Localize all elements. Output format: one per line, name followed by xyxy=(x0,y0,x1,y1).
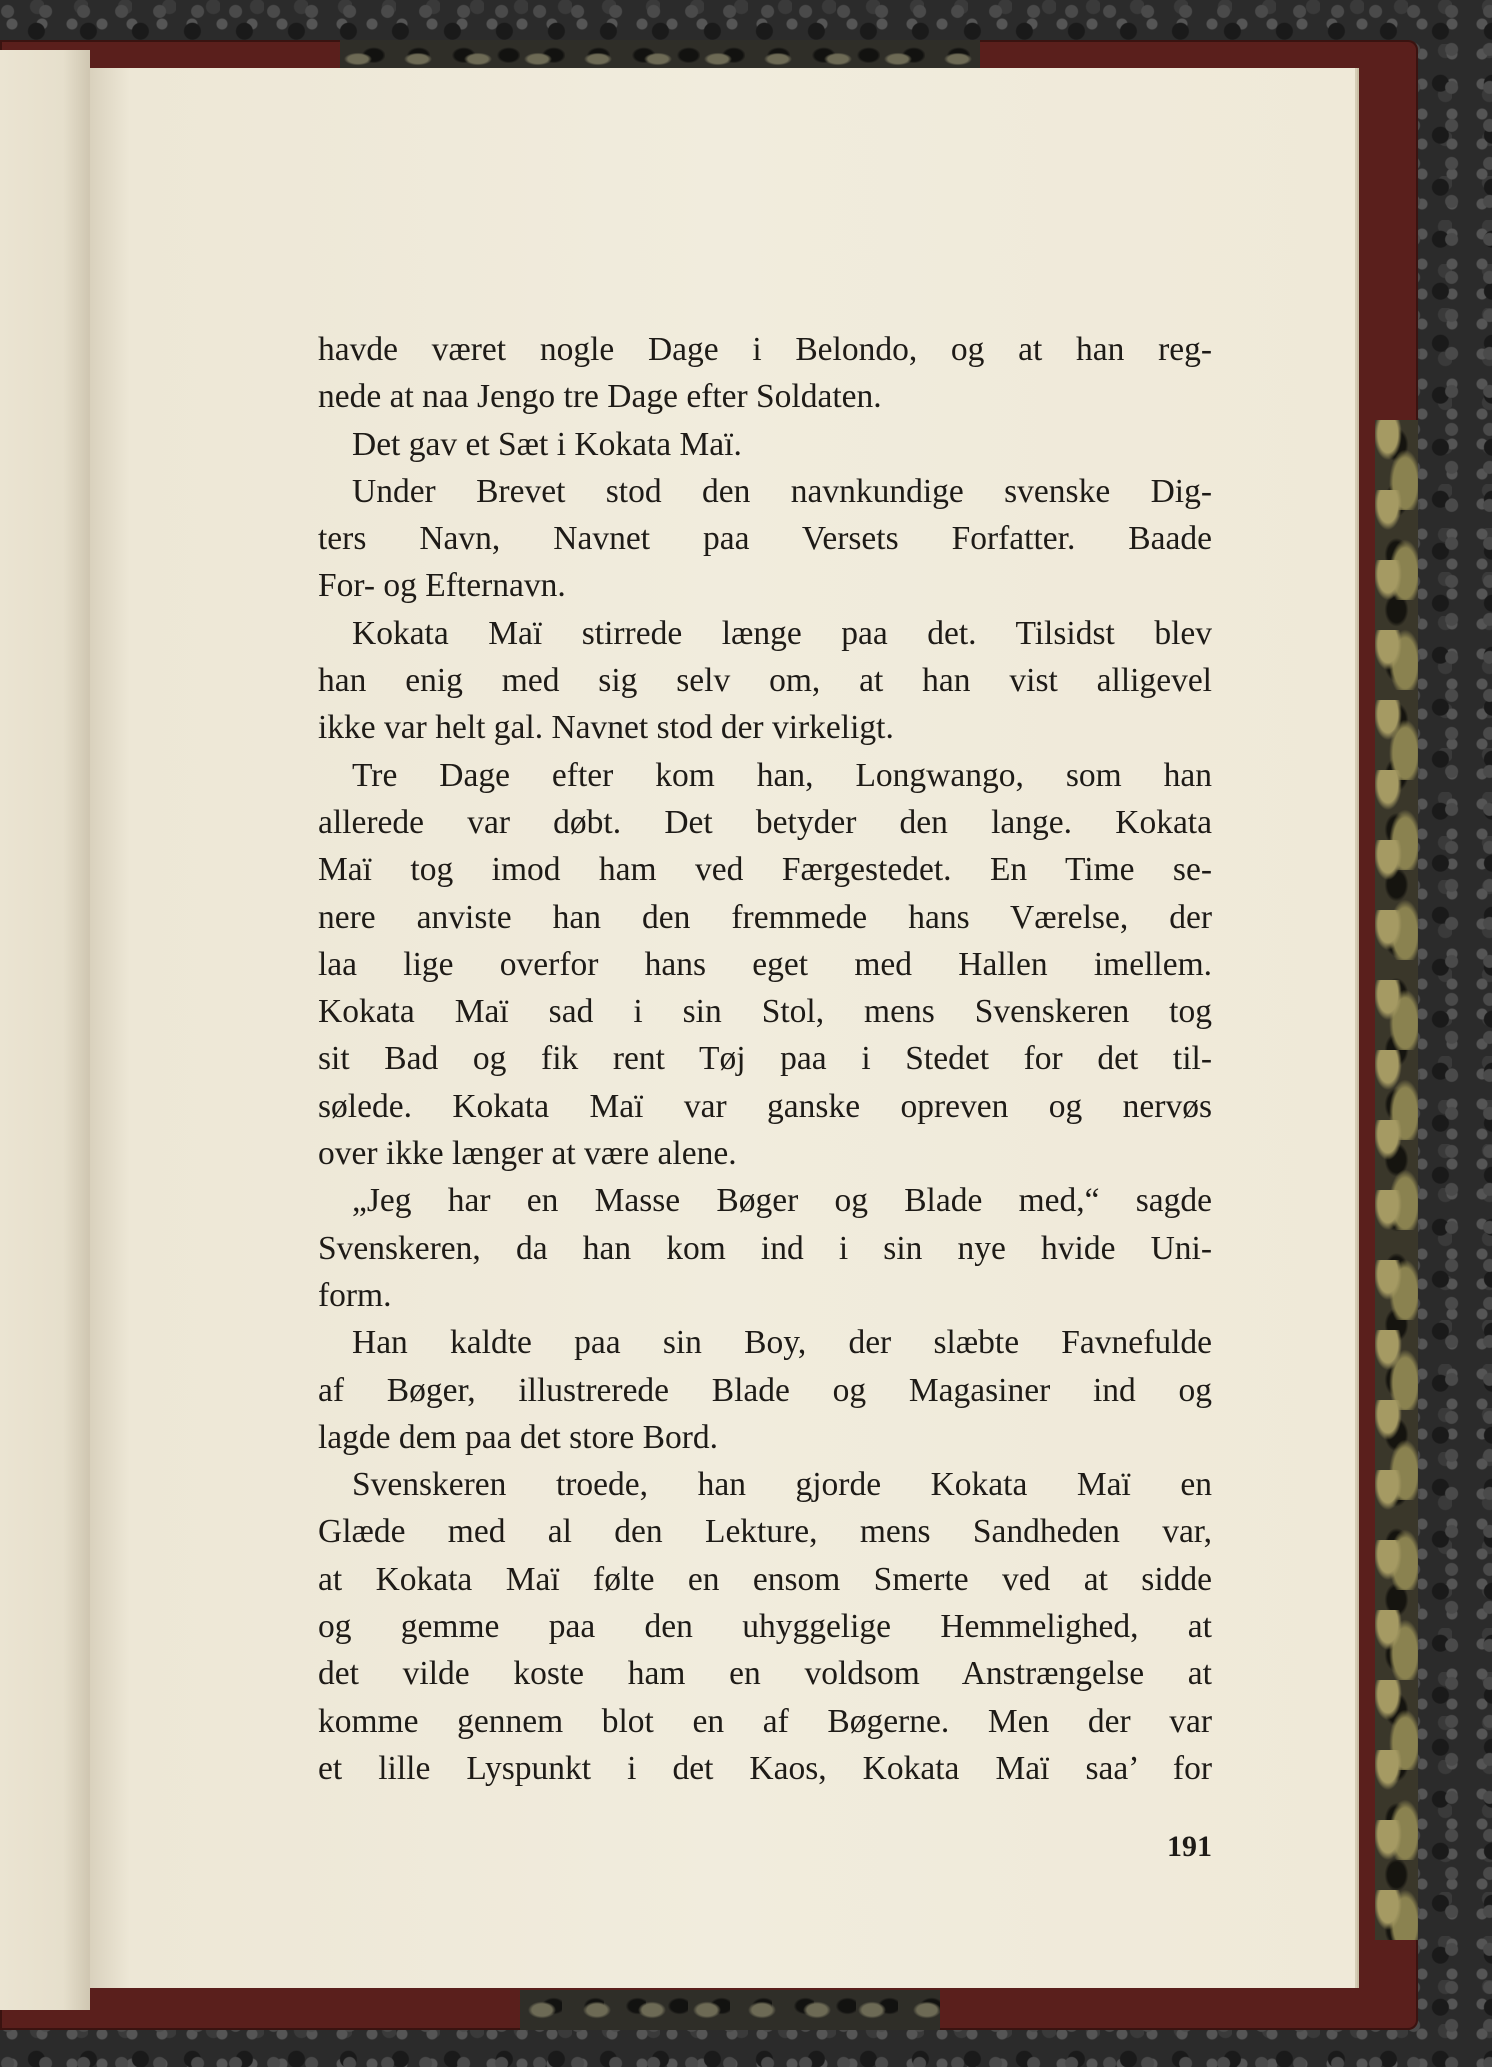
text-line: sit Bad og fik rent Tøj paa i Stedet for det til- xyxy=(318,1040,1212,1078)
text-line: Under Brevet stod den navnkundige svenske Dig- xyxy=(352,472,1212,510)
text-line: og gemme paa den uhyggelige Hemmelighed, at xyxy=(318,1608,1212,1646)
text-line: For- og Efternavn. xyxy=(318,567,566,605)
text-line: han enig med sig selv om, at han vist alligevel xyxy=(318,662,1212,700)
text-line: Kokata Maï stirrede længe paa det. Tilsidst blev xyxy=(352,614,1212,652)
marbled-endpaper-bottom xyxy=(520,1990,940,2030)
text-line: af Bøger, illustrerede Blade og Magasiner ind og xyxy=(318,1371,1212,1409)
text-line: Maï tog imod ham ved Færgestedet. En Time se- xyxy=(318,851,1212,889)
text-line: lagde dem paa det store Bord. xyxy=(318,1418,719,1456)
text-line: nere anviste han den fremmede hans Værelse, der xyxy=(318,898,1212,936)
page-number: 191 xyxy=(1167,1830,1212,1863)
marbled-endpaper-right xyxy=(1375,420,1418,1940)
text-line: „Jeg har en Masse Bøger og Blade med,“ sagde xyxy=(352,1182,1212,1220)
text-line: ters Navn, Navnet paa Versets Forfatter. Baade xyxy=(318,520,1212,558)
text-line: Svenskeren troede, han gjorde Kokata Maï en xyxy=(352,1466,1212,1504)
body-text xyxy=(318,326,1212,1792)
text-line: det vilde koste ham en voldsom Anstrængelse at xyxy=(318,1655,1212,1693)
book-page xyxy=(90,68,1355,1988)
text-line: Han kaldte paa sin Boy, der slæbte Favnefulde xyxy=(352,1324,1212,1362)
text-line: Tre Dage efter kom han, Longwango, som han xyxy=(352,756,1212,794)
text-line: komme gennem blot en af Bøgerne. Men der var xyxy=(318,1702,1212,1740)
text-line: at Kokata Maï følte en ensom Smerte ved at sidde xyxy=(318,1560,1212,1598)
text-line: laa lige overfor hans eget med Hallen imellem. xyxy=(318,945,1212,983)
text-line: sølede. Kokata Maï var ganske opreven og nervøs xyxy=(318,1087,1212,1125)
text-line: Det gav et Sæt i Kokata Maï. xyxy=(352,425,742,463)
text-line: et lille Lyspunkt i det Kaos, Kokata Maï saa’ for xyxy=(318,1749,1212,1787)
text-line: havde været nogle Dage i Belondo, og at han reg- xyxy=(318,331,1212,368)
text-line: allerede var døbt. Det betyder den lange. Kokata xyxy=(318,803,1212,841)
text-line: Svenskeren, da han kom ind i sin nye hvide Uni- xyxy=(318,1229,1212,1267)
text-line: form. xyxy=(318,1276,392,1314)
text-line: Glæde med al den Lekture, mens Sandheden var, xyxy=(318,1513,1212,1551)
facing-page-edge xyxy=(0,50,90,2010)
text-line: over ikke længer at være alene. xyxy=(318,1135,737,1173)
text-line: ikke var helt gal. Navnet stod der virkeligt. xyxy=(318,709,894,747)
text-line: Kokata Maï sad i sin Stol, mens Svenskeren tog xyxy=(318,993,1212,1031)
text-line: nede at naa Jengo tre Dage efter Soldaten. xyxy=(318,378,882,416)
